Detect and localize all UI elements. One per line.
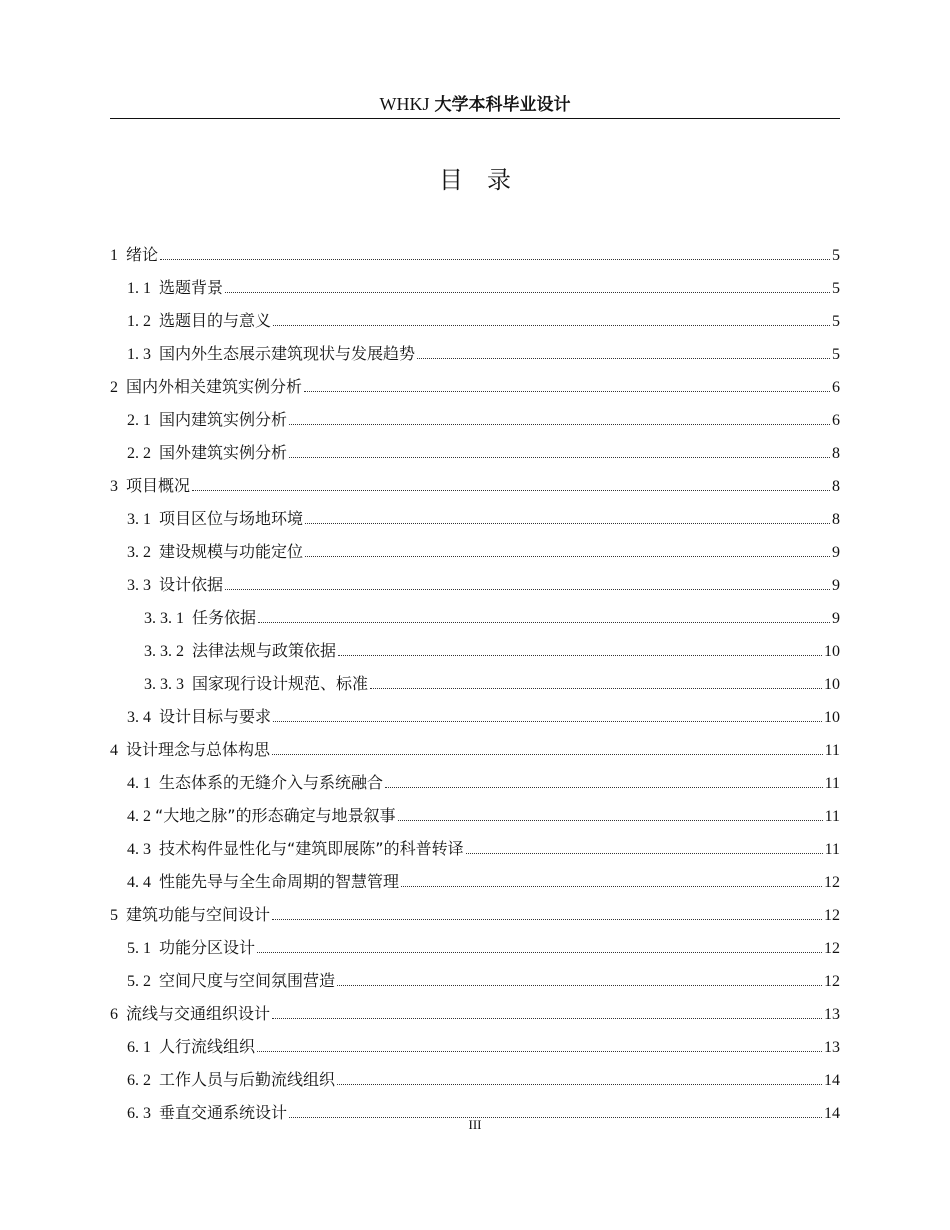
toc-entry[interactable] xyxy=(110,529,840,562)
toc-entry[interactable] xyxy=(110,265,840,298)
page-header xyxy=(110,92,840,119)
toc-leader-dots xyxy=(272,1017,822,1019)
toc-entry-number: 4 xyxy=(110,742,126,759)
toc-entry-page: 5 xyxy=(832,247,840,264)
toc-leader-dots xyxy=(401,885,822,887)
toc-entry-number: 2. 2 xyxy=(127,445,159,462)
toc-entry-title: 设计目标与要求 xyxy=(159,707,272,726)
toc-entry-number: 2 xyxy=(110,379,126,396)
toc-entry-title: 国家现行设计规范、标准 xyxy=(192,674,369,693)
toc-entry-page: 5 xyxy=(832,313,840,330)
toc-entry[interactable] xyxy=(110,298,840,331)
toc-entry-title: 性能先导与全生命周期的智慧管理 xyxy=(159,872,400,891)
toc-entry[interactable] xyxy=(110,793,840,826)
toc-entry-number: 5. 2 xyxy=(127,973,159,990)
page-number: III xyxy=(468,1117,482,1132)
table-of-contents xyxy=(110,232,840,1123)
toc-entry-number: 3. 1 xyxy=(127,511,159,528)
toc-entry-page: 11 xyxy=(824,808,840,825)
toc-entry-page: 8 xyxy=(832,445,840,462)
toc-entry-page: 5 xyxy=(832,346,840,363)
toc-entry-title: 流线与交通组织设计 xyxy=(126,1004,271,1023)
toc-entry-title: 选题背景 xyxy=(159,278,224,297)
toc-entry-number: 5. 1 xyxy=(127,940,159,957)
toc-entry[interactable] xyxy=(110,826,840,859)
toc-leader-dots xyxy=(272,918,822,920)
toc-leader-dots xyxy=(225,588,830,590)
toc-entry-number: 4. 4 xyxy=(127,874,159,891)
toc-entry-page: 10 xyxy=(824,676,840,693)
toc-entry[interactable] xyxy=(110,364,840,397)
toc-entry-title: 功能分区设计 xyxy=(159,938,256,957)
toc-entry-page: 13 xyxy=(824,1006,840,1023)
toc-entry-page: 11 xyxy=(824,841,840,858)
toc-leader-dots xyxy=(257,1050,822,1052)
toc-entry-title: 任务依据 xyxy=(192,608,257,627)
toc-entry-number: 5 xyxy=(110,907,126,924)
toc-entry-page: 12 xyxy=(824,907,840,924)
toc-entry-title: 空间尺度与空间氛围营造 xyxy=(159,971,336,990)
toc-entry-number: 3. 4 xyxy=(127,709,159,726)
toc-entry-number: 6. 3 xyxy=(127,1105,159,1122)
toc-entry[interactable] xyxy=(110,232,840,265)
toc-entry-number: 1. 2 xyxy=(127,313,159,330)
toc-entry-page: 8 xyxy=(832,511,840,528)
toc-entry-page: 11 xyxy=(824,775,840,792)
toc-entry-page: 12 xyxy=(824,973,840,990)
toc-entry-page: 11 xyxy=(824,742,840,759)
toc-leader-dots xyxy=(289,423,830,425)
toc-leader-dots xyxy=(225,291,830,293)
toc-leader-dots xyxy=(273,324,830,326)
header-title: 大学本科毕业设计 xyxy=(434,95,571,115)
toc-entry[interactable] xyxy=(110,859,840,892)
toc-entry-page: 6 xyxy=(832,379,840,396)
toc-leader-dots xyxy=(305,522,830,524)
toc-entry[interactable] xyxy=(110,991,840,1024)
toc-entry-number: 3. 3. 3 xyxy=(144,676,192,693)
toc-entry[interactable] xyxy=(110,430,840,463)
toc-entry-title: 建筑功能与空间设计 xyxy=(126,905,271,924)
toc-leader-dots xyxy=(305,555,830,557)
toc-entry-number: 3. 3. 1 xyxy=(144,610,192,627)
toc-entry-title: 国内建筑实例分析 xyxy=(159,410,288,429)
toc-entry-number: 1 xyxy=(110,247,126,264)
toc-entry[interactable] xyxy=(110,661,840,694)
toc-entry[interactable] xyxy=(110,1057,840,1090)
toc-leader-dots xyxy=(417,357,830,359)
toc-entry-number: 1. 3 xyxy=(127,346,159,363)
toc-entry[interactable] xyxy=(110,562,840,595)
toc-entry[interactable] xyxy=(110,1024,840,1057)
toc-leader-dots xyxy=(192,489,830,491)
toc-leader-dots xyxy=(160,258,830,260)
toc-entry[interactable] xyxy=(110,628,840,661)
toc-entry[interactable] xyxy=(110,958,840,991)
toc-entry-title: 技术构件显性化与“建筑即展陈”的科普转译 xyxy=(159,839,464,858)
toc-entry-number: 3. 3. 2 xyxy=(144,643,192,660)
toc-entry-title: 建设规模与功能定位 xyxy=(159,542,304,561)
toc-entry-page: 5 xyxy=(832,280,840,297)
toc-entry-number: 3 xyxy=(110,478,126,495)
toc-leader-dots xyxy=(466,852,823,854)
toc-entry[interactable] xyxy=(110,727,840,760)
toc-entry-title: 垂直交通系统设计 xyxy=(159,1103,288,1122)
toc-entry-number: 4. 3 xyxy=(127,841,159,858)
toc-entry-page: 14 xyxy=(824,1105,840,1122)
toc-entry-page: 12 xyxy=(824,940,840,957)
toc-entry-number: 6 xyxy=(110,1006,126,1023)
toc-entry-page: 12 xyxy=(824,874,840,891)
toc-leader-dots xyxy=(258,621,830,623)
toc-entry[interactable] xyxy=(110,496,840,529)
toc-entry-page: 13 xyxy=(824,1039,840,1056)
toc-entry-title: 国外建筑实例分析 xyxy=(159,443,288,462)
toc-entry[interactable] xyxy=(110,463,840,496)
toc-leader-dots xyxy=(289,456,830,458)
toc-entry-title: “大地之脉”的形态确定与地景叙事 xyxy=(155,806,396,825)
toc-entry[interactable] xyxy=(110,892,840,925)
toc-entry[interactable] xyxy=(110,760,840,793)
toc-entry-title: 设计依据 xyxy=(159,575,224,594)
toc-entry[interactable] xyxy=(110,331,840,364)
toc-entry-page: 10 xyxy=(824,709,840,726)
toc-title: 目 录 xyxy=(439,166,511,194)
toc-entry-page: 9 xyxy=(832,544,840,561)
toc-leader-dots xyxy=(370,687,822,689)
toc-entry-number: 4. 2 xyxy=(127,808,155,825)
toc-entry-number: 3. 3 xyxy=(127,577,159,594)
toc-entry-title: 项目区位与场地环境 xyxy=(159,509,304,528)
toc-leader-dots xyxy=(337,1083,822,1085)
toc-entry[interactable] xyxy=(110,694,840,727)
toc-entry-page: 9 xyxy=(832,577,840,594)
toc-entry-title: 国内外生态展示建筑现状与发展趋势 xyxy=(159,344,416,363)
toc-leader-dots xyxy=(257,951,822,953)
toc-entry[interactable] xyxy=(110,397,840,430)
toc-entry-title: 法律法规与政策依据 xyxy=(192,641,337,660)
toc-entry-title: 选题目的与意义 xyxy=(159,311,272,330)
toc-entry-number: 4. 1 xyxy=(127,775,159,792)
toc-entry-title: 绪论 xyxy=(126,245,159,264)
header-prefix: WHKJ xyxy=(379,94,430,114)
toc-leader-dots xyxy=(338,654,822,656)
toc-leader-dots xyxy=(385,786,823,788)
toc-entry-title: 工作人员与后勤流线组织 xyxy=(159,1070,336,1089)
toc-entry-page: 6 xyxy=(832,412,840,429)
toc-leader-dots xyxy=(273,720,822,722)
toc-entry-page: 14 xyxy=(824,1072,840,1089)
toc-entry-title: 设计理念与总体构思 xyxy=(126,740,271,759)
toc-entry[interactable] xyxy=(110,925,840,958)
toc-entry-title: 人行流线组织 xyxy=(159,1037,256,1056)
toc-leader-dots xyxy=(272,753,823,755)
toc-entry-number: 1. 1 xyxy=(127,280,159,297)
toc-leader-dots xyxy=(337,984,822,986)
toc-leader-dots xyxy=(304,390,830,392)
toc-entry-number: 2. 1 xyxy=(127,412,159,429)
toc-entry-number: 6. 1 xyxy=(127,1039,159,1056)
toc-entry-page: 10 xyxy=(824,643,840,660)
toc-entry-title: 项目概况 xyxy=(126,476,191,495)
toc-entry-number: 6. 2 xyxy=(127,1072,159,1089)
toc-entry-title: 生态体系的无缝介入与系统融合 xyxy=(159,773,384,792)
toc-entry-page: 9 xyxy=(832,610,840,627)
toc-leader-dots xyxy=(398,819,823,821)
toc-entry-number: 3. 2 xyxy=(127,544,159,561)
toc-entry-page: 8 xyxy=(832,478,840,495)
toc-entry-title: 国内外相关建筑实例分析 xyxy=(126,377,303,396)
toc-entry[interactable] xyxy=(110,595,840,628)
